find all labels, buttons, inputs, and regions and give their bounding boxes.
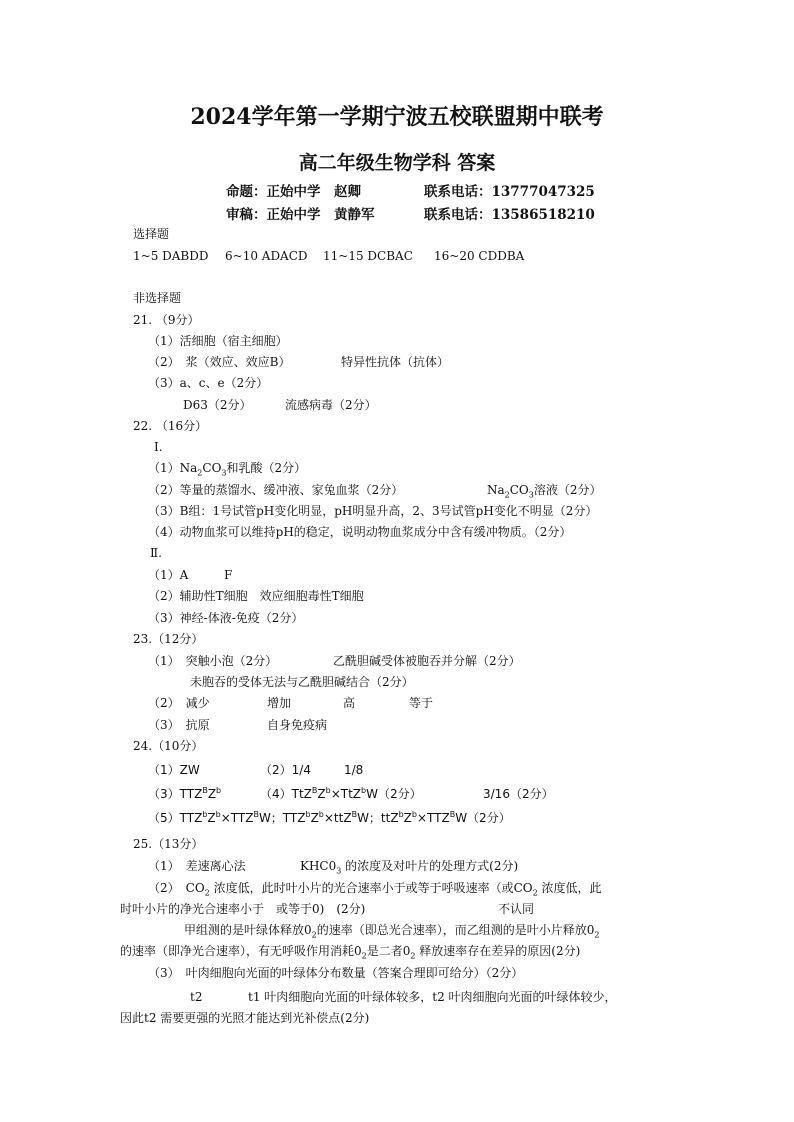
q25-line-8: 因此t2 需要更强的光照才能达到光补偿点(2分) xyxy=(120,1011,370,1025)
q22-line-3: （3）B组：1号试管pH变化明显，pH明显升高，2、3号试管pH变化不明显（2分） xyxy=(148,504,598,518)
q21-line-1: （1）活细胞（宿主细胞） xyxy=(148,334,288,348)
q22-line-4: （4）动物血浆可以维持pH的稳定，说明动物血浆成分中含有缓冲物质。（2分） xyxy=(148,525,572,539)
q22-part2-line-1a: （1）A xyxy=(148,568,189,582)
mc-group-3: 11~15 DCBAC xyxy=(323,249,413,263)
author-phone: 联系电话：13777047325 xyxy=(424,184,595,200)
q23-line-2a: （2） 减少 xyxy=(148,696,210,710)
q22-heading: 22. （16分） xyxy=(133,419,208,433)
q21-line-4a: D63（2分） xyxy=(183,398,252,412)
reviewer-phone: 联系电话：13586518210 xyxy=(424,207,595,223)
q25-line-7b: t1 叶肉细胞向光面的叶绿体较多，t2 叶肉细胞向光面的叶绿体较少， xyxy=(248,990,617,1004)
q24-line-1a: （1）ZW xyxy=(148,763,200,777)
q22-line-1: $(1)Na_2CO_3$和乳酸（2分） xyxy=(148,461,307,478)
q24-line-1c: 1/8 xyxy=(344,763,364,777)
q22-part2-line-3: （3）神经-体液-免疫（2分） xyxy=(148,611,304,625)
mc-group-1: 1~5 DABDD xyxy=(133,249,209,263)
page-subtitle: 高二年级生物学科 答案 xyxy=(298,152,496,174)
q22-part2-line-1b: F xyxy=(224,568,233,582)
q25-line-3a: 时叶小片的净光合速率小于 或等于0) (2分) xyxy=(120,902,366,916)
q22-part-1: Ⅰ. xyxy=(154,440,163,454)
page-title: 2024学年第一学期宁波五校联盟期中联考 xyxy=(190,104,604,130)
q25-line-4: 甲组测的是叶绿体释放$0_2$的速率（即总光合速率），而乙组测的是叶小片释放$0_2$ xyxy=(184,923,600,940)
q25-line-2: （2） $CO_2$ 浓度低，此时叶小片的光合速率小于或等于呼吸速率（或$CO_2$ 浓度低，此 xyxy=(148,881,602,898)
q22-part2-line-2: （2）辅助性T细胞 效应细胞毒性T细胞 xyxy=(148,589,364,603)
q22-part-2: Ⅱ. xyxy=(150,546,162,560)
q23-heading: 23.（12分） xyxy=(133,632,204,646)
q23-line-2b: 增加 xyxy=(267,696,292,710)
q21-line-4b: 流感病毒（2分） xyxy=(285,398,377,412)
q23-line-2c: 高 xyxy=(343,696,356,710)
q25-line-3b: 不认同 xyxy=(498,902,535,916)
q23-line-2d: 等于 xyxy=(409,696,434,710)
q21-line-2a: （2） 浆（效应、效应B） xyxy=(148,355,291,369)
q21-line-2b: 特异性抗体（抗体） xyxy=(341,355,450,369)
q25-line-1b: $KHC0_3$ 的浓度及对叶片的处理方式(2分) xyxy=(300,859,519,876)
q23-line-3a: （3） 抗原 xyxy=(148,718,210,732)
q24-line-3: $(5)TTZ^bZ^b\times TTZ^BW$；$TTZ^bZ^b\times ttZ^BW$；$ttZ^bZ^b\times TTZ^BW(2$分） xyxy=(148,810,511,825)
q24-line-2a: $(3)TTZ^BZ^b$ xyxy=(148,786,222,801)
author-name: 命题：正始中学 赵卿 xyxy=(226,184,361,200)
mc-group-4: 16~20 CDDBA xyxy=(434,249,525,263)
q23-line-3b: 自身免疫病 xyxy=(267,718,328,732)
q23-line-1b: 乙酰胆碱受体被胞吞并分解（2分） xyxy=(333,654,521,668)
q25-line-1a: （1） 差速离心法 xyxy=(148,859,246,873)
q22-line-2b: $Na_2CO_3$溶液（2分） xyxy=(487,483,602,500)
q23-line-1c: 未胞吞的受体无法与乙酰胆碱结合（2分） xyxy=(190,675,414,689)
mc-group-2: 6~10 ADACD xyxy=(225,249,308,263)
reviewer-name: 审稿：正始中学 黄静军 xyxy=(226,207,375,223)
q23-line-1a: （1） 突触小泡（2分） xyxy=(148,654,278,668)
q22-line-2a: （2）等量的蒸馏水、缓冲液、家兔血浆（2分） xyxy=(148,483,404,497)
q25-heading: 25.（13分） xyxy=(133,837,204,851)
q25-line-7a: t2 xyxy=(190,990,203,1004)
q24-line-2c: 3/16（2分） xyxy=(483,787,554,801)
q21-heading: 21. （9分） xyxy=(133,313,200,327)
q25-line-6: （3） 叶肉细胞向光面的叶绿体分布数量（答案合理即可给分）（2分） xyxy=(148,966,524,980)
q24-line-2b: $(4)TtZ^BZ^b\times TtZ^bW(2$分） xyxy=(260,786,422,801)
q24-line-1b: （2）1/4 xyxy=(260,763,311,777)
q24-heading: 24.（10分） xyxy=(133,739,204,753)
q21-line-3: （3）a、c、e（2分） xyxy=(148,376,269,390)
mc-heading: 选择题 xyxy=(133,227,170,241)
q25-line-5: 的速率（即净光合速率），有无呼吸作用消耗$0_2$是二者$0_2$ 释放速率存在差异的原因(2分) xyxy=(120,944,581,961)
nonmc-heading: 非选择题 xyxy=(133,291,182,305)
